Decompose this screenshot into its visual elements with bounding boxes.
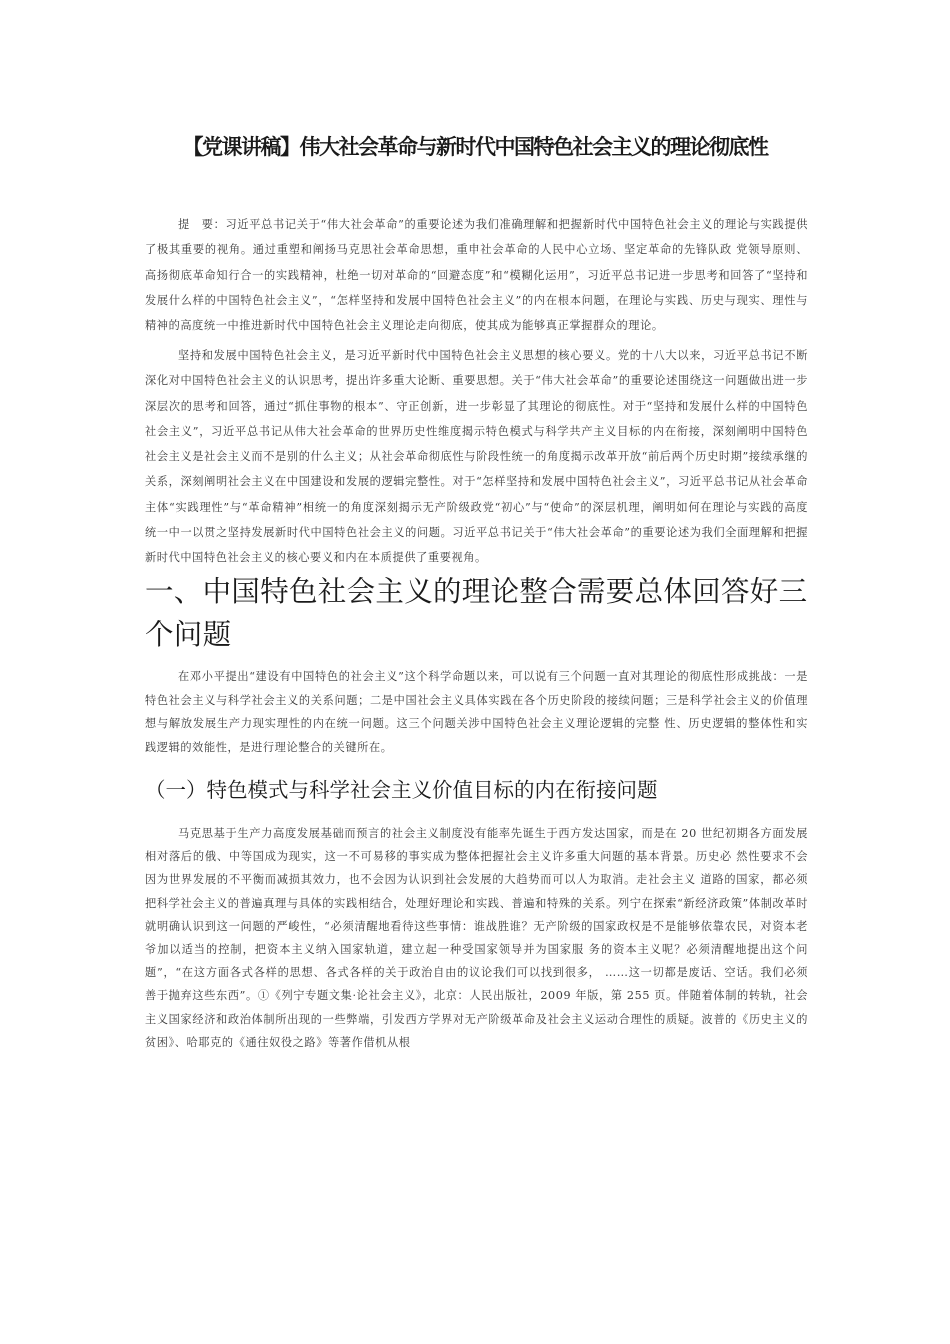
document-title: 【党课讲稿】伟大社会革命与新时代中国特色社会主义的理论彻底性 <box>182 135 768 159</box>
subsection-1-heading: （一）特色模式与科学社会主义价值目标的内在衔接问题 <box>145 778 658 802</box>
subsection-1-paragraph: 马克思基于生产力高度发展基础而预言的社会主义制度没有能率先诞生于西方发达国家，而是在 20 世纪初期各方面发展相对落后的俄、中等国成为现实，这一不可易移的事实成为整体把握社会主义许多重大问题的基本背景。历史必 然性要求不会因为世界发展的不平衡而减损其效力，也不会因为认识到社会发展的大趋势而可以人为取消。走社会主义 道路的国家，都必须把科学社会主义的普遍真理与具体的实践相结合，处理好理论和实践、普遍和特殊的关系。列宁在探索“新经济政策”体制改革时就明确认识到这一问题的严峻性，“必须清醒地看待这些事情：谁战胜谁？无产阶级的国家政权是不是能够依靠农民，对资本老爷加以适当的控制，把资本主义纳入国家轨道，建立起一种受国家领导并为国家服 务的资本主义呢？必须清醒地提出这个问题”，“在这方面各式各样的思想、各式各样的关于政治自由的议论我们可以找到很多， ……这一切都是废话、空话。我们必须善于抛弃这些东西”。①《列宁专题文集·论社会主义》，北京：人民出版社，2009 年版，第 255 页。伴随着体制的转轨，社会主义国家经济和政治体制所出现的一些弊端，引发西方学界对无产阶级革命及社会主义运动合理性的质疑。波普的《历史主义的贫困》、哈耶克的《通往奴役之路》等著作借机从根 <box>145 827 808 1049</box>
abstract-paragraph: 提 要：习近平总书记关于“伟大社会革命”的重要论述为我们准确理解和把握新时代中国特色社会主义的理论与实践提供了极其重要的视角。通过重塑和阐扬马克思社会革命思想，重申社会革命的人民中心立场、坚定革命的先锋队政 党领导原则、高扬彻底革命知行合一的实践精神，杜绝一切对革命的“回避态度”和“模糊化运用”，习近平总书记进一步思考和回答了“坚持和发展什么样的中国特色社会主义”，“怎样坚持和发展中国特色社会主义”的内在根本问题，在理论与实践、历史与现实、理性与精神的高度统一中推进新时代中国特色社会主义理论走向彻底，使其成为能够真正掌握群众的理论。 <box>145 218 808 333</box>
section-1-paragraph: 在邓小平提出“建设有中国特色的社会主义”这个科学命题以来，可以说有三个问题一直对其理论的彻底性形成挑战：一是特色社会主义与科学社会主义的关系问题；二是中国社会主义具体实践在各个历史阶段的接续问题；三是科学社会主义的价值理想与解放发展生产力现实理性的内在统一问题。这三个问题关涉中国特色社会主义理论逻辑的完整 性、历史逻辑的整体性和实践逻辑的效能性，是进行理论整合的关键所在。 <box>145 670 808 754</box>
intro-paragraph: 坚持和发展中国特色社会主义，是习近平新时代中国特色社会主义思想的核心要义。党的十八大以来，习近平总书记不断深化对中国特色社会主义的认识思考，提出许多重大论断、重要思想。关于“伟大社会革命”的重要论述围绕这一问题做出进一步深层次的思考和回答，通过“抓住事物的根本”、守正创新，进一步彰显了其理论的彻底性。对于“坚持和发展什么样的中国特色社会主义”，习近平总书记从伟大社会革命的世界历史性维度揭示特色模式与科学共产主义目标的内在衔接，深刻阐明中国特色社会主义是社会主义而不是别的什么主义；从社会革命彻底性与阶段性统一的角度揭示改革开放“前后两个历史时期”接续承继的关系，深刻阐明社会主义在中国建设和发展的逻辑完整性。对于“怎样坚持和发展中国特色社会主义”，习近平总书记从社会革命主体“实践理性”与“革命精神”相统一的角度深刻揭示无产阶级政党“初心”与“使命”的深层机理，阐明如何在理论与实践的高度统一中一以贯之坚持发展新时代中国特色社会主义的问题。习近平总书记关于“伟大社会革命”的重要论述为我们全面理解和把握新时代中国特色社会主义的核心要义和内在本质提供了重要视角。 <box>145 349 808 565</box>
section-1-heading: 一、中国特色社会主义的理论整合需要总体回答好三个问题 <box>145 575 808 651</box>
